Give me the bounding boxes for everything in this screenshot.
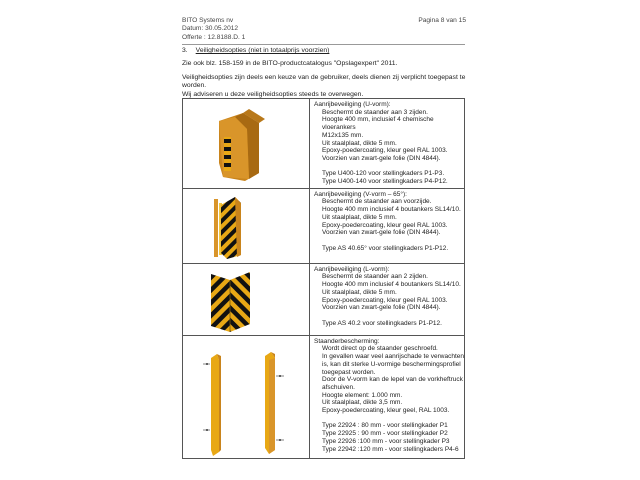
l-shape-guard-image — [183, 264, 309, 335]
u-shape-guard-description — [310, 99, 465, 189]
type-line: Type 22925 : 90 mm - voor stellingkader P2 — [322, 430, 448, 438]
upright-protector-description — [310, 335, 465, 458]
type-line: Type AS 40.2 voor stellingkaders P1-P12. — [322, 319, 442, 327]
spec-line: Hoogte 400 mm inclusief 4 boutankers SL14/10. — [322, 281, 461, 289]
spec-line: toegepast worden. — [322, 368, 376, 376]
spec-line: Voorzien van zwart-gele folie (DIN 4844). — [322, 229, 441, 237]
spec-line: Uit staalplaat, dikte 5 mm. — [322, 139, 397, 147]
type-line: Type AS 40.65° voor stellingkaders P1-P12. — [322, 244, 449, 252]
spec-line: M12x135 mm. — [322, 131, 364, 139]
catalog-reference: Zie ook blz. 158-159 in de BITO-productcatalogus "Opslagexpert" 2011. — [182, 60, 398, 67]
spec-line: Uit staalplaat, dikte 3,5 mm. — [322, 399, 403, 407]
v-shape-guard-image — [183, 189, 309, 263]
spec-line: Door de V-vorm kan de lepel van de vorkheftruck — [322, 376, 463, 384]
type-line: Type 22926 :100 mm - voor stellingkader P3 — [322, 437, 450, 445]
spec-line: Beschermt de staander aan 3 zijden. — [322, 108, 428, 116]
spec-line: Uit staalplaat, dikte 5 mm. — [322, 213, 397, 221]
section-title: Veiligheidsopties (niet in totaalprijs voorzien) — [195, 47, 330, 54]
document-date: Datum: 30.05.2012 — [182, 25, 239, 33]
spec-line: In gevallen waar veel aanrijschade te verwachten — [322, 353, 465, 361]
section-number: 3. — [182, 47, 188, 54]
page-number: Pagina 8 van 15 — [418, 17, 466, 24]
spec-line: Hoogte 400 mm, inclusief 4 chemische vloerankers — [322, 116, 434, 132]
option-title: Staanderbescherming: — [314, 337, 380, 345]
company-name: BITO Systems nv — [182, 17, 234, 24]
header-divider — [182, 44, 465, 45]
spec-line: Uit staalplaat, dikte 5 mm. — [322, 288, 397, 296]
spec-line: Voorzien van zwart-gele folie (DIN 4844). — [322, 304, 441, 312]
v-shape-guard-description — [310, 188, 465, 263]
option-row-upright-protector — [183, 335, 465, 458]
spec-line: Voorzien van zwart-gele folie (DIN 4844). — [322, 154, 441, 162]
option-row-u-shape — [183, 99, 465, 189]
section-heading — [182, 46, 329, 55]
l-shape-guard-description — [310, 263, 465, 335]
type-line: Type 22924 : 80 mm - voor stellingkader P1 — [322, 422, 448, 430]
option-row-v-shape — [183, 188, 465, 263]
type-line: Type U400-120 voor stellingkaders P1-P3. — [322, 170, 445, 178]
spec-line: Hoogte element: 1.000 mm. — [322, 391, 403, 399]
spec-line: Epoxy-poedercoating, kleur geel RAL 1003. — [322, 296, 448, 304]
l-shape-guard-image-cell — [183, 263, 310, 335]
offer-number: Offerte : 12.8188.D. 1 — [182, 33, 246, 41]
option-title: Aanrijbeveiliging (V-vorm – 65°): — [314, 190, 407, 198]
spec-line: Epoxy-poedercoating, kleur geel, RAL 1003. — [322, 407, 450, 415]
option-title: Aanrijbeveiliging (L-vorm): — [314, 265, 390, 273]
option-title: Aanrijbeveiliging (U-vorm): — [314, 101, 391, 108]
upright-protector-image — [183, 336, 309, 458]
advice-text: Veiligheidsopties zijn deels een keuze van de gebruiker, deels dienen zij verplicht toegepast te worden. Wij adviseren u deze veiligheidsopties steeds te overwegen. — [182, 73, 466, 99]
safety-options-table — [182, 98, 465, 459]
spec-line: Wordt direct op de staander geschroefd. — [322, 345, 438, 353]
spec-line: Epoxy-poedercoating, kleur geel RAL 1003. — [322, 147, 448, 155]
spec-line: is, kan dit sterke U-vormige beschermingsprofiel — [322, 360, 461, 368]
type-line: Type U400-140 voor stellingkaders P4-P12. — [322, 178, 448, 186]
upright-protector-image-cell — [183, 335, 310, 458]
spec-line: Hoogte 400 mm inclusief 4 boutankers SL14/10. — [322, 206, 461, 214]
v-shape-guard-image-cell — [183, 188, 310, 263]
header-left — [182, 17, 245, 42]
spec-line: Beschermt de staander aan voorzijde. — [322, 198, 432, 206]
spec-line: Epoxy-poedercoating, kleur geel RAL 1003. — [322, 221, 448, 229]
spec-line: afschuiven. — [322, 383, 355, 391]
option-row-l-shape — [183, 263, 465, 335]
u-shape-guard-image — [183, 99, 309, 185]
u-shape-guard-image-cell — [183, 99, 310, 189]
spec-line: Beschermt de staander aan 2 zijden. — [322, 273, 428, 281]
type-line: Type 22942 :120 mm - voor stellingkaders P4-6 — [322, 445, 459, 453]
